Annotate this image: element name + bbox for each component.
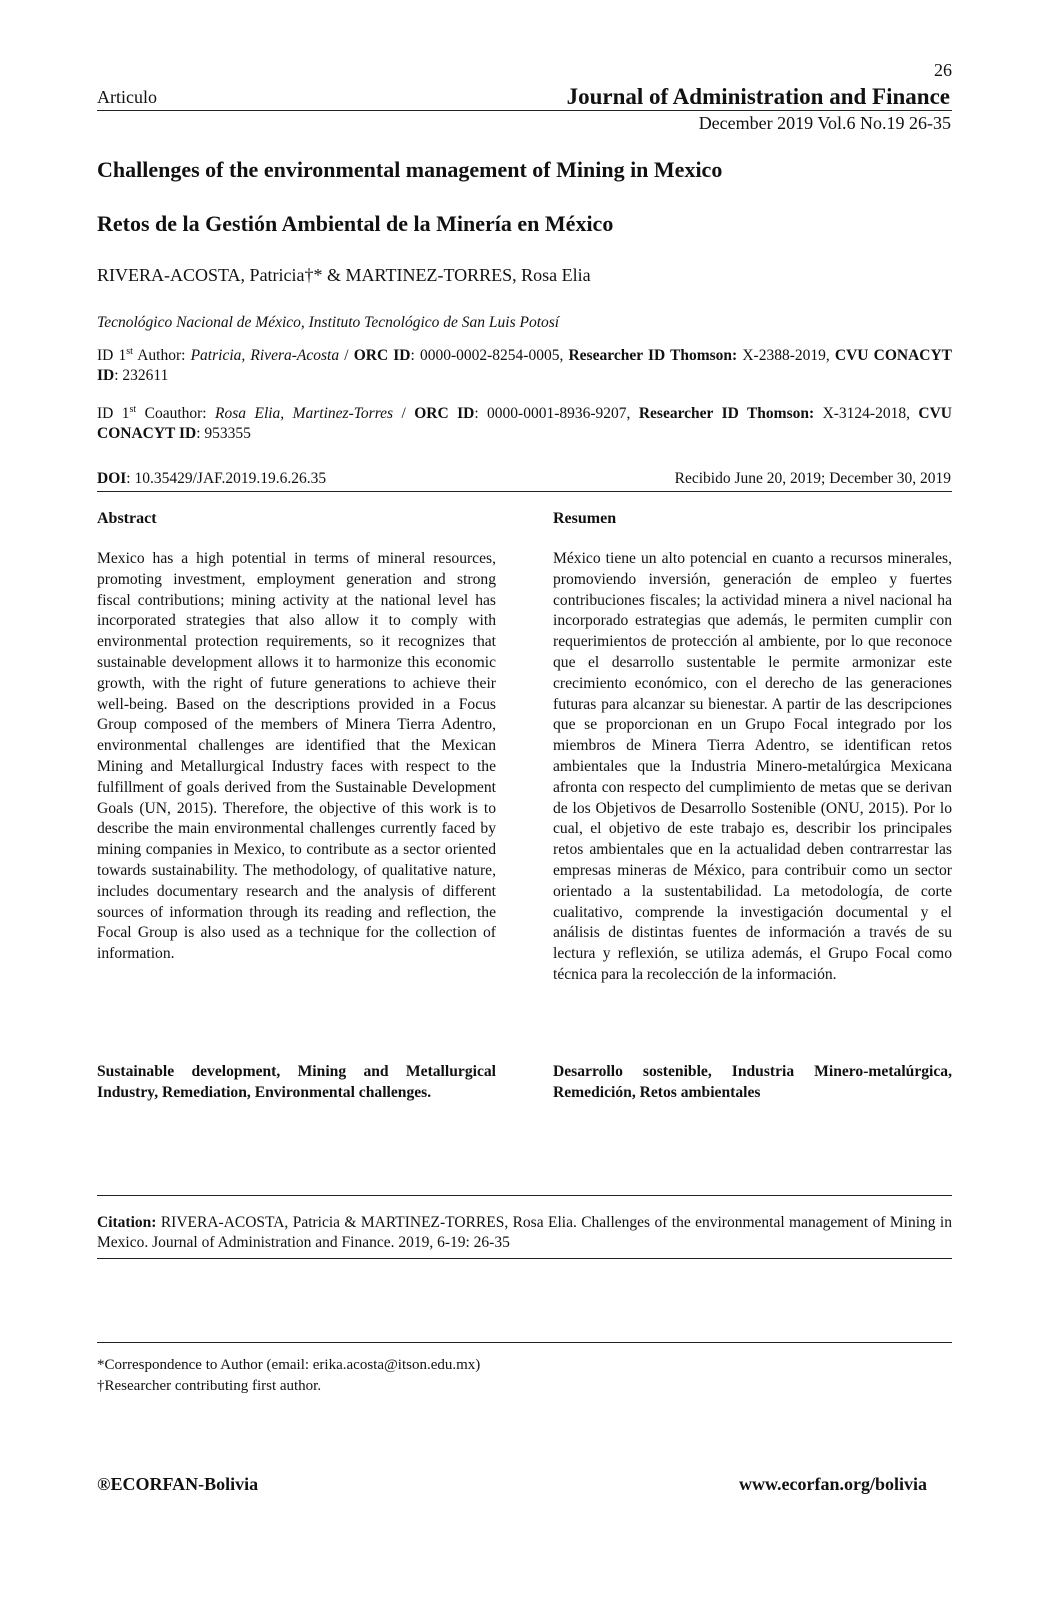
- coauthor-orc-label: ORC ID: [414, 405, 475, 422]
- citation-bottom-rule: [97, 1258, 952, 1259]
- abstract-heading: Abstract: [97, 510, 157, 527]
- coauthor-id-prefix: ID 1: [97, 405, 130, 422]
- contributor-note: †Researcher contributing first author.: [97, 1378, 322, 1394]
- author-id-role: Author:: [132, 347, 191, 364]
- correspondence-note: *Correspondence to Author (email: erika.acosta@itson.edu.mx): [97, 1357, 481, 1373]
- orc-label: ORC ID: [353, 347, 411, 364]
- footnote-rule: [97, 1342, 952, 1343]
- cvu-label: CVU CONACYT ID: [97, 347, 952, 384]
- author-id-block: ID 1st Author: Patricia, Rivera-Acosta / ORC ID: 0000-0002-8254-0005, Researcher ID Thomson: X-2388-2019, CVU CONACYT ID: 232611: [97, 345, 952, 384]
- doi-label: DOI: [97, 470, 127, 487]
- affiliation: Tecnológico Nacional de México, Instituto Tecnológico de San Luis Potosí: [97, 314, 560, 331]
- coauthor-name: Rosa Elia, Martinez-Torres: [215, 405, 394, 422]
- resumen-body: México tiene un alto potencial en cuanto a recursos minerales, promoviendo inversión, generación de empleo y fuertes contribuciones fiscales; la actividad minera a nivel nacional ha incorporado estrategias que además, le permiten cumplir con requerimientos de protección al ambiente, por lo que reconoce que el desarrollo sustentable le permite armonizar este crecimiento económico, con el derecho de las generaciones futuras para alcanzar su bienestar. A partir de las descripciones que se proporcionan en un Grupo Focal integrado por los miembros de Minera Tierra Adentro, se identifican retos ambientales que la Industria Minero-metalúrgica Mexicana afronta con respecto del cumplimiento de metas que se derivan de los Objetivos de Desarrollo Sostenible (ONU, 2015). Por lo cual, el objetivo de este trabajo es, describir los principales retos ambientales que en la actualidad deben contrarrestar las empresas mineras de México, para contribuir como un sector orientado a la sustentabilidad. La metodología, de corte cualitativo, comprende la investigación documental y el análisis de distintas fuentes de información a través de su lectura y reflexión, se utiliza además, el Grupo Focal como técnica para la recolección de la información.: [553, 550, 952, 983]
- coauthor-id-role: Coauthor:: [136, 405, 216, 422]
- journal-name: Journal of Administration and Finance: [566, 84, 950, 109]
- author-name: Patricia, Rivera-Acosta: [190, 347, 340, 364]
- title-english: Challenges of the environmental management of Mining in Mexico: [97, 157, 723, 182]
- issue-info: December 2019 Vol.6 No.19 26-35: [698, 113, 951, 133]
- citation-top-rule: [97, 1195, 952, 1196]
- doi-value: : 10.35429/JAF.2019.19.6.26.35: [126, 470, 327, 487]
- page-number: 26: [934, 60, 952, 80]
- publisher: ®ECORFAN-Bolivia: [97, 1474, 259, 1494]
- author-id-sup: st: [126, 345, 133, 357]
- resumen-keywords: Desarrollo sostenible, Industria Minero-metalúrgica, Remedición, Retos ambientales: [553, 1063, 952, 1101]
- orc-value: : 0000-0002-8254-0005,: [410, 347, 569, 364]
- title-spanish: Retos de la Gestión Ambiental de la Minería en México: [97, 211, 614, 236]
- author-id-prefix: ID 1: [97, 347, 127, 364]
- citation-label: Citation:: [97, 1214, 157, 1231]
- abstract-body: Mexico has a high potential in terms of mineral resources, promoting investment, employment generation and strong fiscal contributions; mining activity at the national level has incorporated strategies that also allow it to comply with environmental protection requirements, so it recognizes that sustainable development allows it to harmonize this economic growth, with the right of future generations to achieve their well-being. Based on the descriptions provided in a Focus Group composed of the members of Minera Tierra Adentro, environmental challenges are identified that the Mexican Mining and Metallurgical Industry faces with respect to the fulfillment of goals derived from the Sustainable Development Goals (UN, 2015). Therefore, the objective of this work is to describe the main environmental challenges currently faced by mining companies in Mexico, to contribute as a sector oriented towards sustainability. The methodology, of qualitative nature, includes documentary research and the analysis of different sources of information through its reading and reflection, the Focal Group is also used as a technique for the collection of information.: [97, 550, 496, 963]
- coauthor-id-sup: st: [129, 403, 137, 415]
- citation-text: RIVERA-ACOSTA, Patricia & MARTINEZ-TORRES, Rosa Elia. Challenges of the environmental management of Mining in Mexico. Journal of Administration and Finance. 2019, 6-19: 26-35: [97, 1214, 952, 1251]
- abstract-keywords: Sustainable development, Mining and Metallurgical Industry, Remediation, Environmental challenges.: [97, 1063, 496, 1101]
- researcher-value: X-2388-2019,: [737, 347, 835, 364]
- researcher-label: Researcher ID Thomson:: [568, 347, 738, 364]
- website-link[interactable]: www.ecorfan.org/bolivia: [739, 1474, 927, 1494]
- header-rule: [97, 110, 952, 111]
- coauthor-researcher-label: Researcher ID Thomson:: [638, 405, 815, 422]
- resumen-heading: Resumen: [553, 510, 617, 527]
- coauthor-id-block: ID 1st Coauthor: Rosa Elia, Martinez-Torres / ORC ID: 0000-0001-8936-9207, Researcher ID Thomson: X-3124-2018, CVU CONACYT ID: 953355: [97, 403, 952, 442]
- coauthor-cvu-value: : 953355: [196, 425, 251, 442]
- cvu-value: : 232611: [114, 367, 169, 384]
- doi-rule: [97, 491, 952, 492]
- received-dates: Recibido June 20, 2019; December 30, 2019: [674, 470, 951, 487]
- citation: [97, 1213, 952, 1253]
- coauthor-orc-value: : 0000-0001-8936-9207,: [474, 405, 639, 422]
- authors: RIVERA-ACOSTA, Patricia†* & MARTINEZ-TORRES, Rosa Elia: [97, 265, 591, 285]
- coauthor-researcher-value: X-3124-2018,: [814, 405, 919, 422]
- section-type: Articulo: [97, 87, 157, 107]
- doi: [97, 470, 326, 488]
- coauthor-cvu-label: CVU CONACYT ID: [97, 405, 952, 442]
